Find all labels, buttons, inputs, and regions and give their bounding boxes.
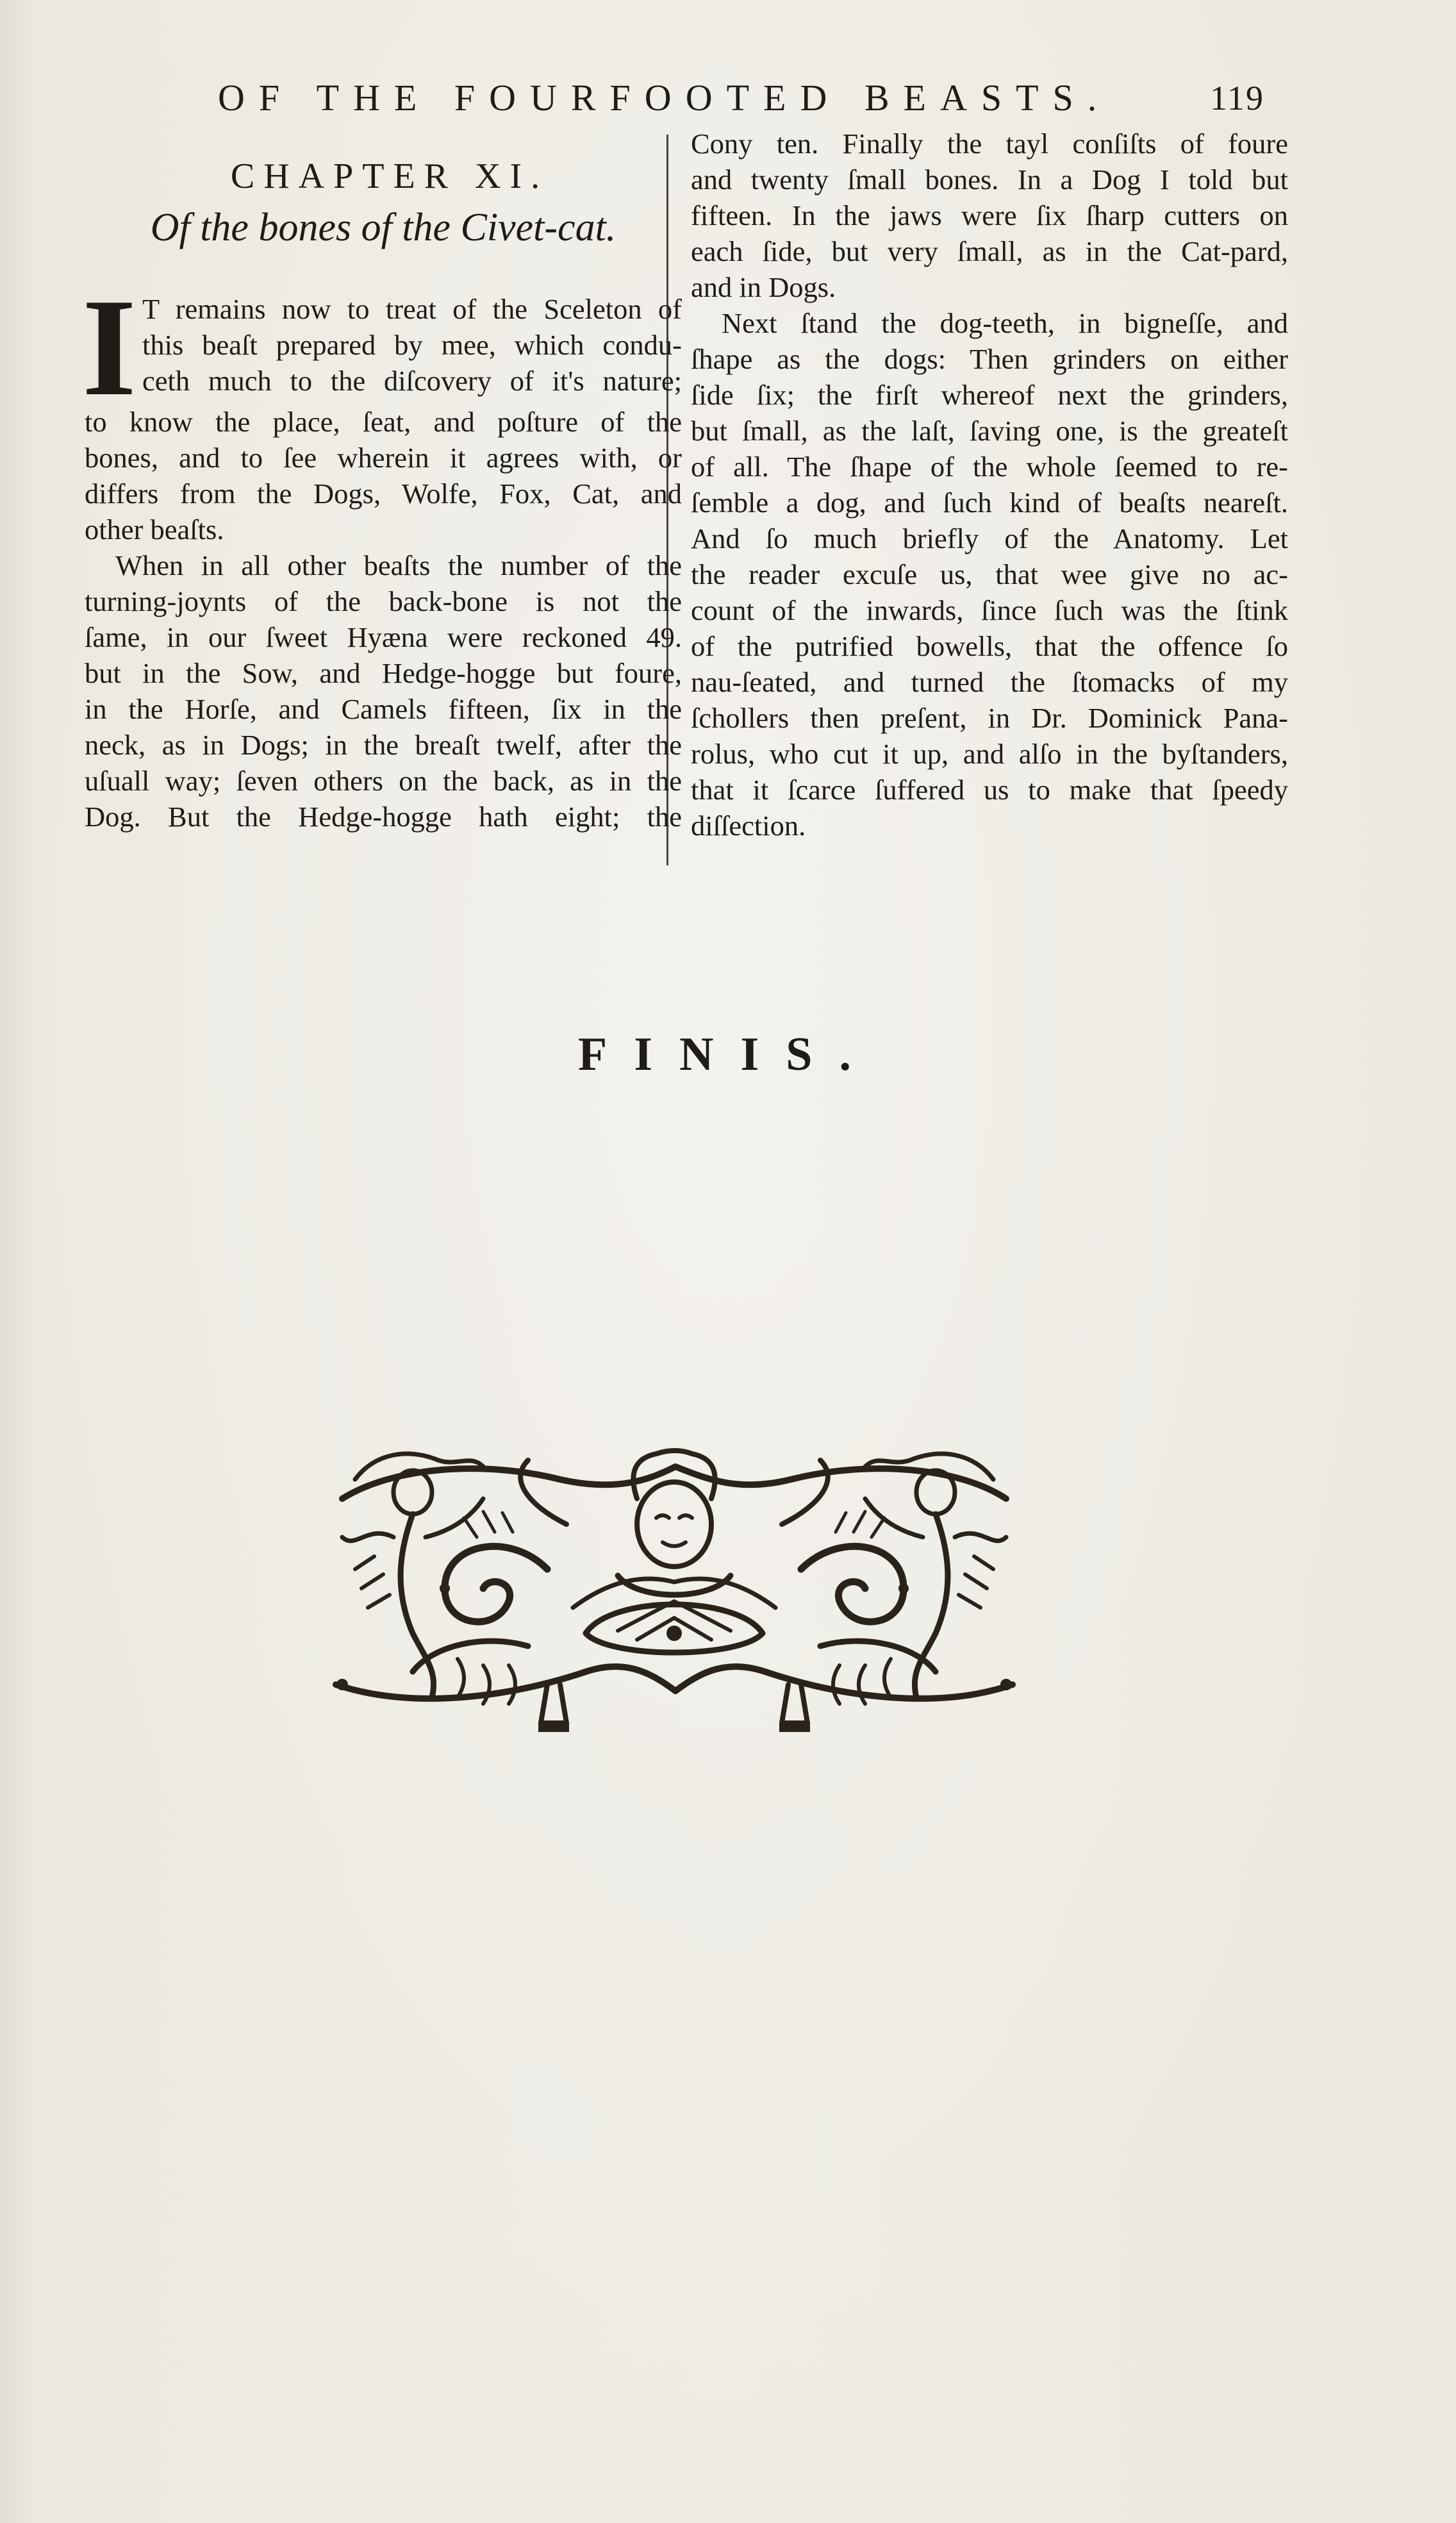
tailpiece-ornament-icon [317,1441,1032,1742]
text-line: of the putrified bowells, that the offence ſo [691,630,1288,662]
text-line: nau-ſeated, and turned the ſtomacks of my [691,666,1288,698]
text-line: the reader excuſe us, that wee give no ac- [691,558,1288,590]
page-number: 119 [1210,79,1264,117]
text-line: T remains now to treat of the Sceleton of [142,293,682,325]
text-line: ſemble a dog, and ſuch kind of beaſts neareſt. [691,487,1288,519]
text-line: to know the place, ſeat, and poſture of the [85,406,682,438]
text-line: but in the Sow, and Hedge-hogge but foure, [85,657,682,689]
text-line: Dog. But the Hedge-hogge hath eight; the [85,801,682,833]
text-line: ſame, in our ſweet Hyæna were reckoned 49. [85,621,682,653]
paragraph [691,126,1288,305]
text-line: in the Horſe, and Camels fifteen, ſix in the [85,693,682,725]
text-line: of all. The ſhape of the whole ſeemed to re- [691,451,1288,483]
paragraph [691,305,1288,844]
paragraph [85,547,682,835]
chapter-number: CHAPTER XI. [230,156,549,196]
text-line: each ſide, but very ſmall, as in the Cat-pard, [691,235,1288,267]
text-line: neck, as in Dogs; in the breaſt twelf, after the [85,729,682,761]
text-line: ſhape as the dogs: Then grinders on either [691,343,1288,375]
running-head: OF THE FOURFOOTED BEASTS. [218,77,1111,119]
text-line: count of the inwards, ſince ſuch was the ſtink [691,594,1288,626]
text-line: When in all other beaſts the number of the [115,549,682,581]
text-line: this beaſt prepared by mee, which condu- [142,329,682,361]
opening-paragraph [82,271,682,547]
chapter-title: Of the bones of the Civet-cat. [150,206,616,249]
text-line: And ſo much briefly of the Anatomy. Let [691,522,1288,554]
text-line: fifteen. In the jaws were ſix ſharp cutters on [691,199,1288,231]
text-line: but ſmall, as the laſt, ſaving one, is the greateſt [691,415,1288,447]
text-line: differs from the Dogs, Wolfe, Fox, Cat, and [85,478,682,510]
drop-cap: I [82,271,136,425]
text-line: Cony ten. Finally the tayl conſiſts of foure [691,128,1288,160]
text-line: Next ſtand the dog-teeth, in bigneſſe, and [722,307,1288,339]
text-line: ſide ſix; the firſt whereof next the grinders, [691,379,1288,411]
text-line: other beaſts. [85,513,224,545]
text-line: that it ſcarce ſuffered us to make that ſpeedy [691,774,1288,806]
left-column [82,154,682,835]
text-line: bones, and to ſee wherein it agrees with, or [85,442,682,474]
text-line: rolus, who cut it up, and alſo in the byſtanders, [691,738,1288,770]
text-line: ſchollers then preſent, in Dr. Dominick Pana- [691,702,1288,734]
text-line: and in Dogs. [691,271,836,303]
text-line: turning-joynts of the back-bone is not the [85,585,682,617]
text-line: uſuall way; ſeven others on the back, as in the [85,765,682,797]
finis-heading: FINIS. [578,1028,878,1081]
text-line: diſſection. [691,810,806,842]
right-column [691,126,1288,844]
text-line: ceth much to the diſcovery of it's nature; [142,365,682,397]
text-line: and twenty ſmall bones. In a Dog I told but [691,163,1288,196]
